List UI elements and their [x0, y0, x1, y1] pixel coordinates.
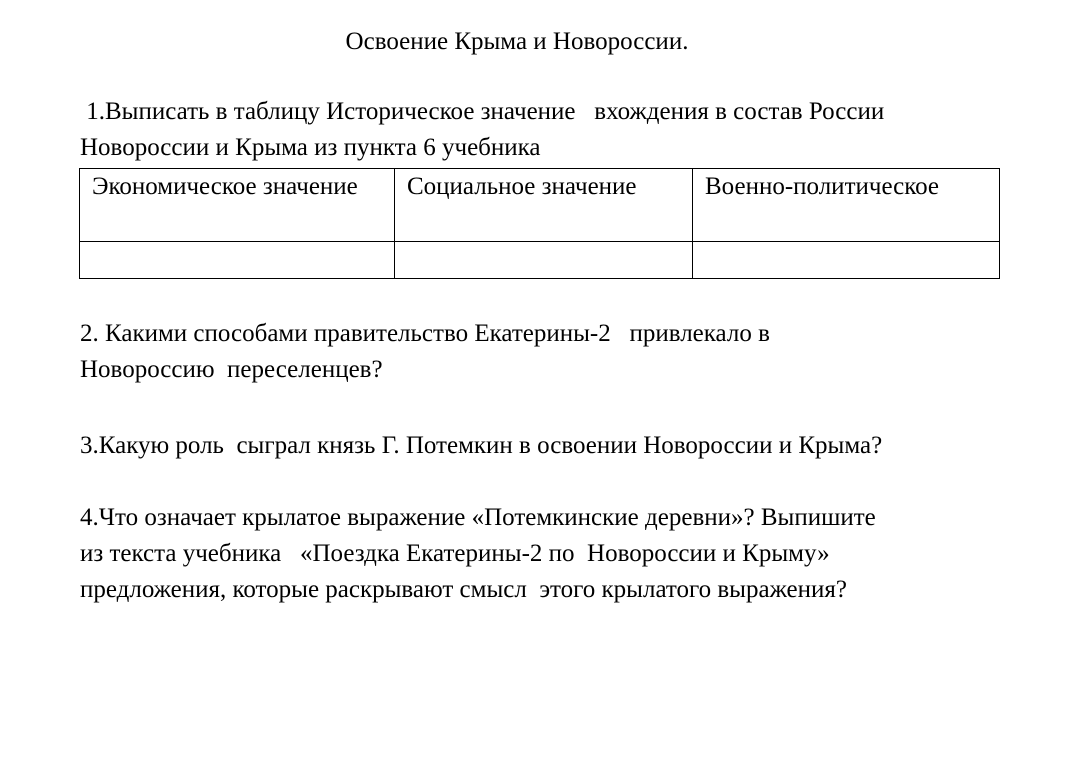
question-4-line-2: из текста учебника «Поездка Екатерины-2 по Новороссии и Крыму»	[80, 540, 830, 567]
table-header-row	[80, 169, 1000, 242]
question-1-line-2: Новороссии и Крыма из пункта 6 учебника	[80, 134, 541, 161]
question-4	[80, 500, 876, 608]
question-3	[80, 428, 882, 464]
question-2	[80, 316, 770, 388]
question-4-line-1: 4.Что означает крылатое выражение «Потемкинские деревни»? Выпишите	[80, 504, 876, 531]
question-4-line-3: предложения, которые раскрывают смысл этого крылатого выражения?	[80, 576, 847, 603]
question-2-line-2: Новороссию переселенцев?	[80, 356, 383, 383]
question-1	[80, 94, 884, 166]
question-3-line-1: 3.Какую роль сыграл князь Г. Потемкин в освоении Новороссии и Крыма?	[80, 432, 883, 459]
historical-significance-table	[79, 168, 999, 279]
table-header-cell-economic: Экономическое значение	[80, 169, 395, 242]
table-header-cell-military-political: Военно-политическое	[693, 169, 1000, 242]
document-title: Освоение Крыма и Новороссии.	[345, 28, 689, 55]
table-header-cell-social: Социальное значение	[395, 169, 693, 242]
table-empty-row	[80, 242, 1000, 279]
question-1-line-1: 1.Выписать в таблицу Историческое значение вхождения в состав России	[80, 98, 885, 125]
table-empty-cell-3	[693, 242, 1000, 279]
table-empty-cell-2	[395, 242, 693, 279]
question-2-line-1: 2. Какими способами правительство Екатерины-2 привлекало в	[80, 320, 770, 347]
table-empty-cell-1	[80, 242, 395, 279]
